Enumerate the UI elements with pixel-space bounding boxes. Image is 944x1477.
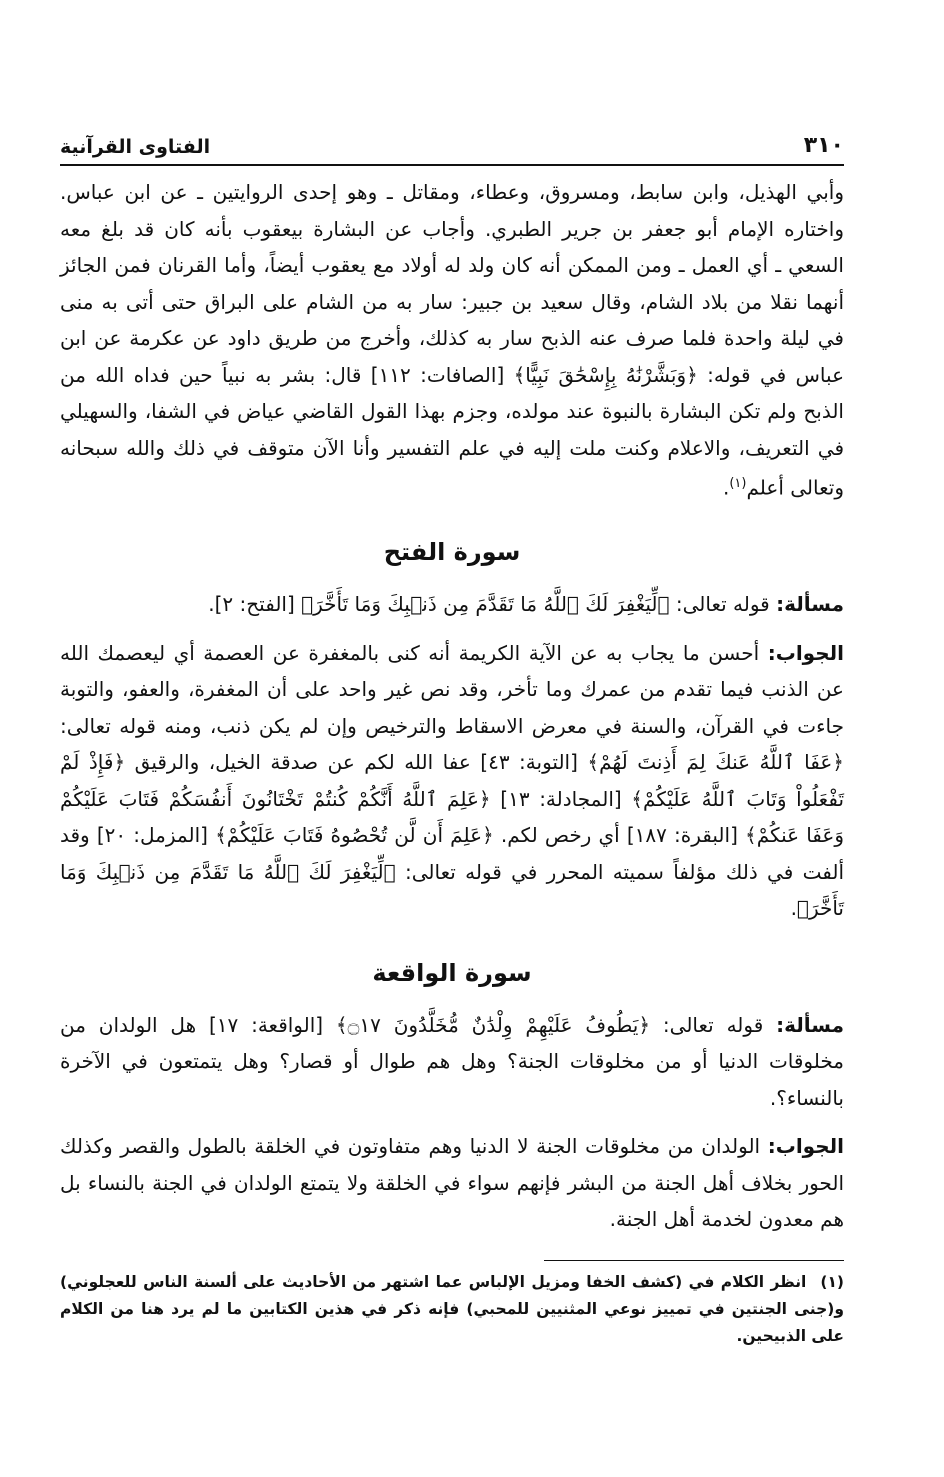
footnote: [60, 1269, 844, 1350]
question-text: قوله تعالى: ﴿يَطُوفُ عَلَيْهِمْ وِلْدَٰنٌ مُّخَلَّدُونَ ۝١٧﴾ [الواقعة: ١٧] هل الولدان من مخلوقات الدنيا أو من مخلوقات الجنة؟ وهل هم طوال أو قصار؟ وهل يتمتعون في الآخرة بالنساء؟.: [60, 1012, 844, 1110]
answer-paragraph: [60, 635, 844, 927]
intro-text: وأبي الهذيل، وابن سابط، ومسروق، وعطاء، ومقاتل ـ وهو إحدى الروايتين ـ عن ابن عباس. واختاره الإمام أبو جعفر بن جرير الطبري. وأجاب عن البشارة بيعقوب بأنه كان قد بلغ معه السعي ـ أي العمل ـ ومن الممكن أنه كان ولد له أولاد مع يعقوب أيضاً، وأما القرنان فمن الجائز أنهما نقلا من بلاد الشام، وقال سعيد بن جبير: سار به من الشام على البراق حتى أتى به منى في ليلة واحدة فلما صرف عنه الذبح سار به كذلك، وأخرج من طريق داود عن عكرمة عن ابن عباس في قوله: ﴿وَبَشَّرْنَٰهُ بِإِسْحَٰقَ نَبِيًّا﴾ [الصافات: ١١٢] قال: بشر به نبياً حين فداه الله من الذبح ولم تكن البشارة بالنبوة عند مولده، وجزم بهذا القول القاضي عياض في الشفا، والسهيلي في التعريف، والاعلام وكنت ملت إليه في علم التفسير وأنا الآن متوقف في ذلك والله سبحانه وتعالى أعلم: [60, 180, 844, 500]
question-paragraph: [60, 586, 844, 623]
question-paragraph: [60, 1007, 844, 1117]
answer-label: الجواب:: [767, 640, 845, 665]
answer-text: الولدان من مخلوقات الجنة لا الدنيا وهم متفاوتون في الخلقة بالطول والقصر وكذلك الحور بخلاف أهل الجنة من البشر فإنهم سواء في الخلقة ولا يتمتع الولدان في الجنة بالنساء بل هم معدون لخدمة أهل الجنة.: [60, 1134, 844, 1232]
intro-end: .: [722, 475, 730, 500]
book-title: الفتاوى القرآنية: [60, 136, 211, 158]
footnote-reference: (١): [729, 476, 747, 491]
running-header: [60, 118, 844, 166]
page-number: ٣١٠: [803, 133, 844, 158]
answer-paragraph: [60, 1128, 844, 1238]
question-label: مسألة:: [776, 592, 844, 617]
section-title: سورة الواقعة: [372, 958, 532, 987]
section-al-fath: [60, 532, 844, 927]
section-al-waqiah: [60, 953, 844, 1238]
intro-paragraph: [60, 174, 844, 506]
footnote-divider: [544, 1260, 844, 1261]
section-title: سورة الفتح: [383, 538, 521, 567]
footnotes: [60, 1269, 844, 1350]
footnote-text: انظر الكلام في (كشف الخفا ومزيل الإلباس عما اشتهر من الأحاديث على ألسنة الناس للعجلوني) و(جنى الجنتين في تمييز نوعي المثنيين للمحبي) فإنه ذكر في هذين الكتابين ما لم يرد هنا من الكلام على الذبيحين.: [60, 1272, 844, 1345]
answer-label: الجواب:: [767, 1134, 844, 1159]
footnote-marker: (١): [820, 1272, 844, 1291]
question-label: مسألة:: [776, 1012, 845, 1037]
answer-text: أحسن ما يجاب به عن الآية الكريمة أنه كنى بالمغفرة عن العصمة أي ليعصمك الله عن الذنب فيما تقدم من عمرك وما تأخر، وقد نص غير واحد على أن المغفرة، والعفو، والتوبة جاءت في القرآن، والسنة في معرض الاسقاط والترخيص وإن لم يكن ذنب، ومنه قوله تعالى: ﴿عَفَا ٱللَّهُ عَنكَ لِمَ أَذِنتَ لَهُمْ﴾ [التوبة: ٤٣] عفا الله لكم عن صدقة الخيل، والرقيق ﴿فَإِذْ لَمْ تَفْعَلُواْ وَتَابَ ٱللَّهُ عَلَيْكُمْ﴾ [المجادلة: ١٣] ﴿عَلِمَ ٱللَّهُ أَنَّكُمْ كُنتُمْ تَخْتَانُونَ أَنفُسَكُمْ فَتَابَ عَلَيْكُمْ وَعَفَا عَنكُمْ﴾ [البقرة: ١٨٧] أي رخص لكم. ﴿عَلِمَ أَن لَّن تُحْصُوهُ فَتَابَ عَلَيْكُمْ﴾ [المزمل: ٢٠] وقد ألفت في ذلك مؤلفاً سميته المحرر في قوله تعالى: ﴿لِّيَغْفِرَ لَكَ ٱللَّهُ مَا تَقَدَّمَ مِن ذَنۢبِكَ وَمَا تَأَخَّرَ﴾.: [60, 640, 845, 921]
question-text: قوله تعالى: ﴿لِّيَغْفِرَ لَكَ ٱللَّهُ مَا تَقَدَّمَ مِن ذَنۢبِكَ وَمَا تَأَخَّرَ﴾ [الفتح: ٢].: [208, 592, 770, 617]
page: [60, 118, 844, 1350]
